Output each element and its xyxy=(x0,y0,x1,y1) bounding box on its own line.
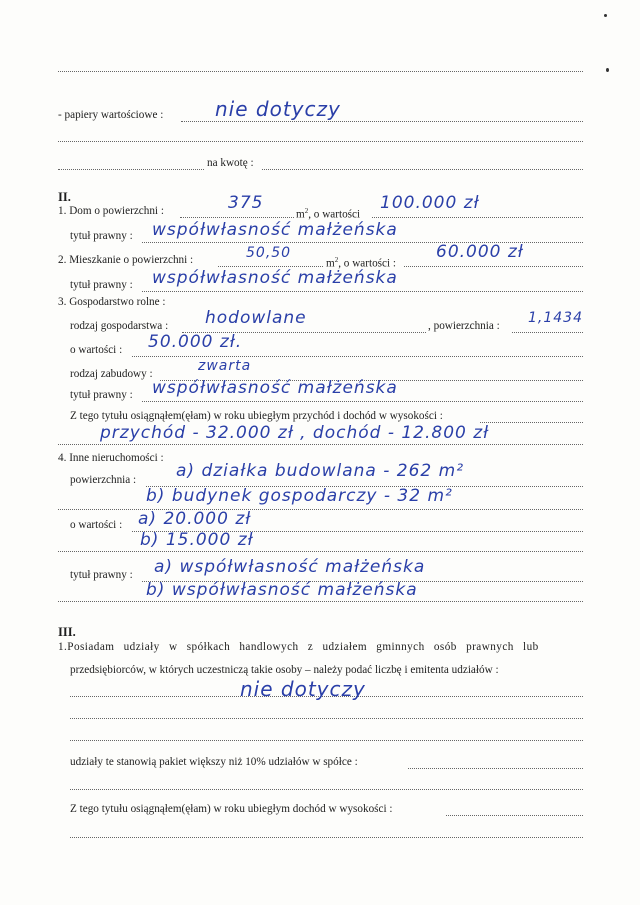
share-package-label: udziały te stanowią pakiet większy niż 10% udziałów w spółce : xyxy=(70,756,358,768)
dotted-line xyxy=(446,815,583,816)
securities-value: nie dotyczy xyxy=(215,97,341,121)
other-property-label: 4. Inne nieruchomości : xyxy=(58,452,164,464)
dotted-line xyxy=(142,291,583,292)
flat-value: 60.000 zł xyxy=(436,242,524,262)
farm-income-label: Z tego tytułu osiągnąłem(ęłam) w roku ubiegłym przychód i dochód w wysokości : xyxy=(70,410,443,422)
legal-title-label: tytuł prawny : xyxy=(70,569,133,581)
flat-title-value: współwłasność małżeńska xyxy=(152,268,398,288)
m2-unit: $m^2$, o wartości xyxy=(296,207,361,221)
dotted-line xyxy=(70,718,583,719)
farm-worth-label: o wartości : xyxy=(70,344,123,356)
dotted-line xyxy=(58,169,204,170)
other-worth-b: b) 15.000 zł xyxy=(140,530,254,550)
other-title-b: b) współwłasność małżeńska xyxy=(146,580,418,600)
dotted-line xyxy=(58,551,583,552)
m2-unit: $m^2$, o wartości : xyxy=(326,256,396,270)
dotted-line xyxy=(512,332,583,333)
scan-speck xyxy=(606,68,609,72)
building-type-label: rodzaj zabudowy : xyxy=(70,368,153,380)
farm-area-label: , powierzchnia : xyxy=(428,320,500,332)
shares-income-label: Z tego tytułu osiągnąłem(ęłam) w roku ubiegłym dochód w wysokości : xyxy=(70,803,393,815)
shares-text-2: przedsiębiorców, w których uczestniczą takie osoby – należy podać liczbę i emitenta udziałów : xyxy=(70,664,499,676)
dotted-line xyxy=(58,141,583,142)
shares-value: nie dotyczy xyxy=(240,677,366,701)
legal-title-label: tytuł prawny : xyxy=(70,389,133,401)
dotted-line xyxy=(70,837,583,838)
farm-type-value: hodowlane xyxy=(205,308,307,328)
farm-worth-value: 50.000 zł. xyxy=(148,332,243,352)
dotted-line xyxy=(58,509,583,510)
dotted-line xyxy=(181,121,583,122)
shares-text-1: 1.Posiadam udziały w spółkach handlowych z udziałem gminnych osób prawnych lub xyxy=(58,641,539,653)
dotted-line xyxy=(70,789,583,790)
dotted-line xyxy=(58,71,583,72)
farm-label: 3. Gospodarstwo rolne : xyxy=(58,296,166,308)
securities-label: - papiery wartościowe : xyxy=(58,109,164,121)
farm-type-label: rodzaj gospodarstwa : xyxy=(70,320,169,332)
dotted-line xyxy=(180,217,294,218)
dotted-line xyxy=(142,401,583,402)
other-title-a: a) współwłasność małżeńska xyxy=(154,557,426,577)
dotted-line xyxy=(218,266,323,267)
dotted-line xyxy=(480,422,583,423)
legal-title-label: tytuł prawny : xyxy=(70,279,133,291)
house-area-value: 375 xyxy=(228,193,264,213)
section-iii-heading: III. xyxy=(58,625,76,639)
scan-speck xyxy=(604,14,607,17)
house-area-label: 1. Dom o powierzchni : xyxy=(58,205,164,217)
building-type-value: zwarta xyxy=(198,358,252,374)
flat-area-label: 2. Mieszkanie o powierzchni : xyxy=(58,254,194,266)
dotted-line xyxy=(58,444,583,445)
dotted-line xyxy=(70,740,583,741)
farm-title-value: współwłasność małżeńska xyxy=(152,378,398,398)
farm-income-value: przychód - 32.000 zł , dochód - 12.800 zł xyxy=(100,423,490,443)
other-worth-a: a) 20.000 zł xyxy=(138,509,252,529)
worth-label: o wartości : xyxy=(70,519,123,531)
dotted-line xyxy=(408,768,583,769)
other-area-a: a) działka budowlana - 262 m² xyxy=(176,461,465,481)
house-title-value: współwłasność małżeńska xyxy=(152,220,398,240)
dotted-line xyxy=(404,266,583,267)
dotted-line xyxy=(58,601,583,602)
farm-area-value: 1,1434 xyxy=(528,310,583,326)
legal-title-label: tytuł prawny : xyxy=(70,230,133,242)
other-area-b: b) budynek gospodarczy - 32 m² xyxy=(146,486,453,506)
amount-label: na kwotę : xyxy=(207,157,254,169)
flat-area-value: 50,50 xyxy=(246,245,292,261)
dotted-line xyxy=(372,217,583,218)
area-label: powierzchnia : xyxy=(70,474,137,486)
dotted-line xyxy=(262,169,583,170)
section-ii-heading: II. xyxy=(58,190,71,204)
house-value: 100.000 zł xyxy=(380,193,480,213)
